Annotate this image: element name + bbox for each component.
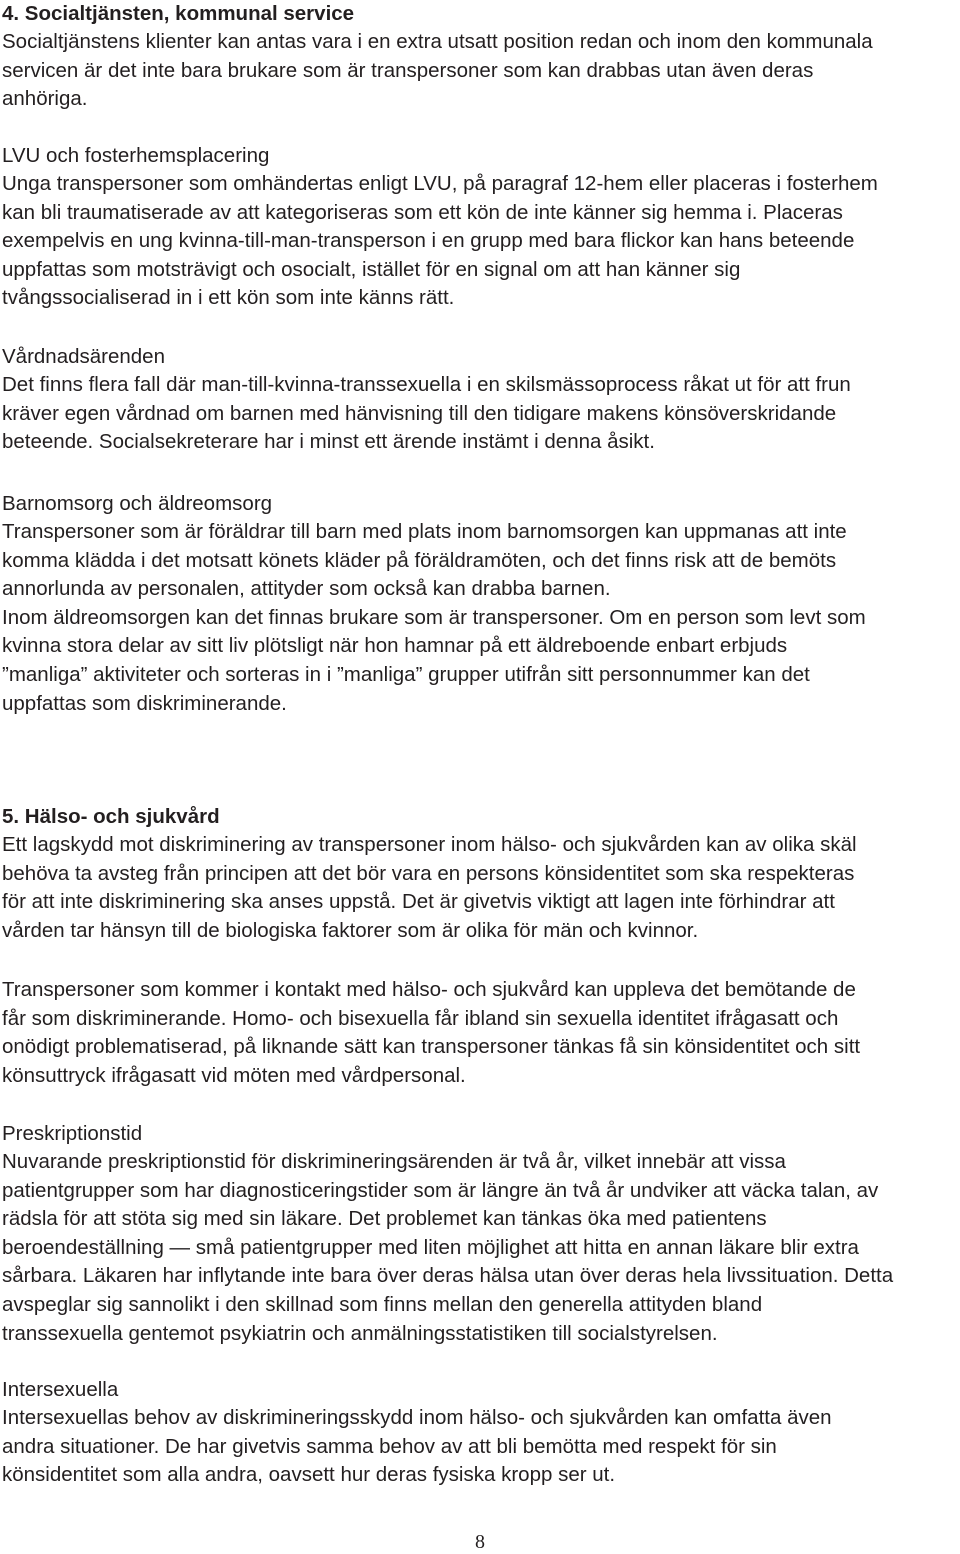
text-line: annorlunda av personalen, attityder som också kan drabba barnen. — [2, 577, 611, 601]
section-5-paragraph-2 — [2, 976, 860, 1090]
text-line: Unga transpersoner som omhändertas enligt LVU, på paragraf 12-hem eller placeras i fosterhem — [2, 172, 878, 195]
text-line: andra situationer. De har givetvis samma behov av att bli bemötta med respekt för sin — [2, 1434, 777, 1458]
section-5-paragraph-2-block — [2, 976, 860, 1090]
text-line: Ett lagskydd mot diskriminering av transpersoner inom hälso- och sjukvården kan av olika skäl — [2, 833, 857, 856]
text-line: Nuvarande preskriptionstid för diskrimineringsärenden är två år, vilket innebär att vissa — [2, 1150, 786, 1173]
text-line: beroendeställning — små patientgrupper med liten möjlighet att hitta en annan läkare blir extra — [2, 1235, 859, 1259]
text-line: vården tar hänsyn till de biologiska faktorer som är olika för män och kvinnor. — [2, 918, 699, 942]
text-line: tvångssocialiserad in i ett kön som inte känns rätt. — [2, 286, 455, 310]
section-4-intro — [2, 28, 873, 114]
custody-heading: Vårdnadsärenden — [2, 345, 165, 368]
text-line: komma klädda i det motsatt könets kläder på föräldramöten, och det finns risk att de bemöts — [2, 548, 837, 572]
section-4-heading: 4. Socialtjänsten, kommunal service — [2, 2, 355, 25]
text-line: för att inte diskriminering ska anses uppstå. Det är givetvis viktigt att lagen inte förhindrar att — [2, 890, 835, 914]
text-line: ”manliga” aktiviteter och sorteras in i ”manliga” grupper utifrån sitt personnummer kan det — [2, 662, 810, 686]
intersex-heading: Intersexuella — [2, 1378, 119, 1401]
text-line: sårbara. Läkaren har inflytande inte bara över deras hälsa utan över deras hela livssituation. Detta — [2, 1264, 894, 1288]
text-line: könsidentitet som alla andra, oavsett hur deras fysiska kropp ser ut. — [2, 1463, 616, 1487]
section-5 — [2, 803, 857, 945]
text-line: rädsla för att stöta sig med sin läkare. Det problemet kan tänkas öka med patientens — [2, 1207, 767, 1231]
text-line: Socialtjänstens klienter kan antas vara i en extra utsatt position redan och inom den kommunala — [2, 30, 873, 53]
prescription-heading: Preskriptionstid — [2, 1122, 143, 1145]
text-line: Transpersoner som är föräldrar till barn med plats inom barnomsorgen kan uppmanas att inte — [2, 520, 847, 543]
text-line: transsexuella gentemot psykiatrin och anmälningsstatistiken till socialstyrelsen. — [2, 1321, 718, 1345]
text-line: behöva ta avsteg från principen att det bör vara en persons könsidentitet som ska respekteras — [2, 861, 855, 885]
text-line: anhöriga. — [2, 87, 88, 111]
text-line: Intersexuellas behov av diskrimineringsskydd inom hälso- och sjukvården kan omfatta även — [2, 1406, 832, 1429]
text-line: onödigt problematiserad, på liknande sätt kan transpersoner tänkas få sin könsidentitet och sitt — [2, 1035, 861, 1059]
intersex-paragraph — [2, 1404, 832, 1490]
text-line: beteende. Socialsekreterare har i minst ett ärende instämt i denna åsikt. — [2, 430, 655, 454]
prescription-subsection — [2, 1120, 893, 1348]
lvu-subsection — [2, 142, 878, 313]
text-line: könsuttryck ifrågasatt vid möten med vårdpersonal. — [2, 1063, 466, 1087]
text-line: Inom äldreomsorgen kan det finnas brukare som är transpersoner. Om en person som levt som — [2, 605, 866, 629]
text-line: exempelvis en ung kvinna-till-man-transperson i en grupp med bara flickor kan hans beteende — [2, 229, 855, 253]
text-line: Transpersoner som kommer i kontakt med hälso- och sjukvård kan uppleva det bemötande de — [2, 978, 856, 1001]
text-line: uppfattas som diskriminerande. — [2, 691, 287, 715]
section-5-paragraph-1 — [2, 831, 857, 945]
text-line: Det finns flera fall där man-till-kvinna-transsexuella i en skilsmässoprocess råkat ut för att frun — [2, 373, 851, 396]
custody-paragraph — [2, 371, 851, 457]
section-4 — [2, 0, 873, 114]
lvu-heading: LVU och fosterhemsplacering — [2, 144, 270, 167]
text-line: servicen är det inte bara brukare som är transpersoner som kan drabbas utan även deras — [2, 58, 814, 82]
care-paragraph — [2, 518, 866, 718]
care-heading: Barnomsorg och äldreomsorg — [2, 492, 273, 515]
text-line: uppfattas som motsträvigt och osocialt, istället för en signal om att han känner sig — [2, 257, 741, 281]
text-line: kvinna stora delar av sitt liv plötsligt när hon hamnar på ett äldreboende enbart erbjuds — [2, 634, 788, 658]
text-line: får som diskriminerande. Homo- och bisexuella får ibland sin sexuella identitet ifrågasatt och — [2, 1006, 839, 1030]
page-number: 8 — [475, 1531, 485, 1553]
lvu-paragraph — [2, 170, 878, 313]
text-line: avspeglar sig sannolikt i den skillnad som finns mellan den generella attityden bland — [2, 1292, 763, 1316]
intersex-subsection — [2, 1376, 832, 1490]
text-line: kan bli traumatiserade av att kategoriseras som ett kön de inte känner sig hemma i. Placeras — [2, 200, 843, 224]
custody-subsection — [2, 343, 851, 457]
prescription-paragraph — [2, 1148, 893, 1348]
care-subsection — [2, 490, 866, 718]
section-5-heading: 5. Hälso- och sjukvård — [2, 805, 220, 828]
text-line: patientgrupper som har diagnosticeringstider som är längre än två år undviker att väcka talan, av — [2, 1178, 879, 1202]
text-line: kräver egen vårdnad om barnen med hänvisning till den tidigare makens könsöverskridande — [2, 401, 837, 425]
